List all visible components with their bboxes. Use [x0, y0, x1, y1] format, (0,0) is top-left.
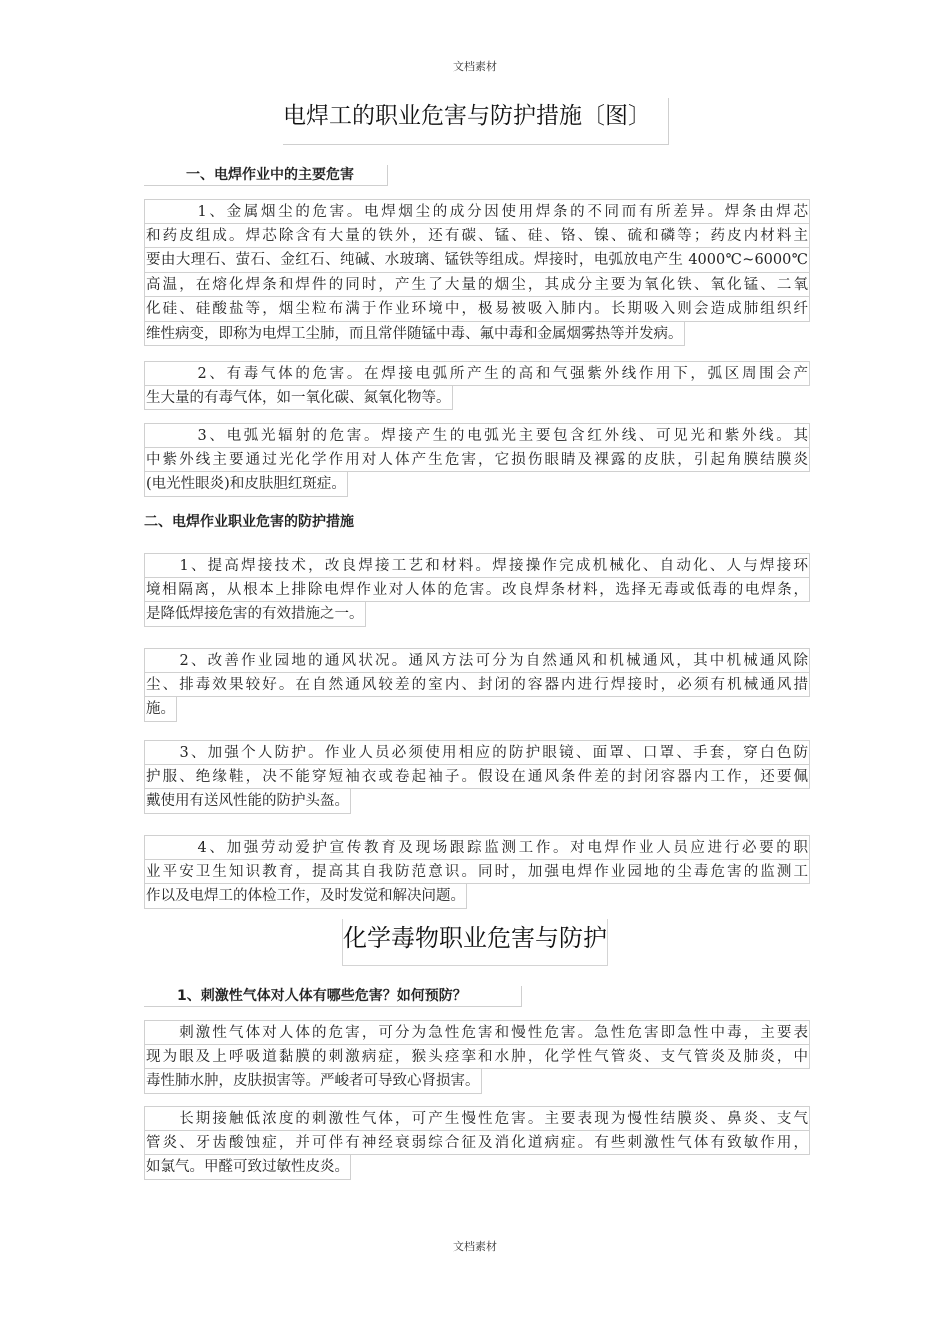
paragraph-chronic-hazard	[144, 1106, 810, 1184]
paragraph-toxic-gas	[144, 361, 810, 414]
text-line: 管炎、牙齿酸蚀症，并可伴有神经衰弱综合征及消化道病症。有些刺激性气体有致敏作用，	[144, 1131, 810, 1156]
text-line: 要由大理石、萤石、金红石、纯碱、水玻璃、锰铁等组成。焊接时，电弧放电产生 4000℃~6000℃	[144, 248, 810, 273]
page-title: 电焊工的职业危害与防护措施〔图〕	[283, 98, 669, 145]
section-heading-hazards: 一、电焊作业中的主要危害	[144, 165, 388, 186]
paragraph-metal-dust	[144, 199, 810, 350]
paragraph-ventilation	[144, 648, 810, 726]
text-line: 2、改善作业园地的通风状况。通风方法可分为自然通风和机械通风，其中机械通风除	[144, 648, 810, 673]
text-line: 2、有毒气体的危害。在焊接电弧所产生的高和气强紫外线作用下，弧区周围会产	[144, 361, 810, 386]
text-line: 3、加强个人防护。作业人员必须使用相应的防护眼镜、面罩、口罩、手套，穿白色防	[144, 740, 810, 765]
paragraph-acute-hazard	[144, 1020, 810, 1098]
text-line: 是降低焊接危害的有效措施之一。	[144, 602, 366, 627]
text-line: (电光性眼炎)和皮肤胆红斑症。	[144, 472, 348, 497]
text-line: 高温，在熔化焊条和焊件的同时，产生了大量的烟尘，其成分主要为氧化铁、氧化锰、二氧	[144, 273, 810, 298]
text-line: 尘、排毒效果较好。在自然通风较差的室内、封闭的容器内进行焊接时，必须有机械通风措	[144, 673, 810, 698]
text-line: 如氯气。甲醛可致过敏性皮炎。	[144, 1155, 351, 1180]
paragraph-personal-protection	[144, 740, 810, 818]
text-line: 作以及电焊工的体检工作，及时发觉和解决问题。	[144, 884, 467, 909]
text-line: 中紫外线主要通过光化学作用对人体产生危害，它损伤眼睛及裸露的皮肤，引起角膜结膜炎	[144, 448, 810, 473]
section-title-chemical: 化学毒物职业危害与防护	[342, 919, 608, 966]
text-line: 现为眼及上呼吸道黏膜的刺激病症，猴头痉挛和水肿，化学性气管炎、支气管炎及肺炎，中	[144, 1045, 810, 1070]
text-line: 3、电弧光辐射的危害。焊接产生的电弧光主要包含红外线、可见光和紫外线。其	[144, 423, 810, 448]
text-line: 1、提高焊接技术，改良焊接工艺和材料。焊接操作完成机械化、自动化、人与焊接环	[144, 553, 810, 578]
text-line: 化硅、硅酸盐等，烟尘粒布满于作业环境中，极易被吸入肺内。长期吸入则会造成肺组织纤	[144, 297, 810, 322]
page-header: 文档素材	[453, 60, 497, 73]
text-line: 长期接触低浓度的刺激性气体，可产生慢性危害。主要表现为慢性结膜炎、鼻炎、支气	[144, 1106, 810, 1131]
text-line: 毒性肺水肿，皮肤损害等。严峻者可导致心肾损害。	[144, 1069, 482, 1094]
text-line: 4、加强劳动爱护宣传教育及现场跟踪监测工作。对电焊作业人员应进行必要的职	[144, 835, 810, 860]
paragraph-welding-technique	[144, 553, 810, 631]
text-line: 刺激性气体对人体的危害，可分为急性危害和慢性危害。急性危害即急性中毒，主要表	[144, 1020, 810, 1045]
paragraph-arc-radiation	[144, 423, 810, 501]
text-line: 业平安卫生知识教育，提高其自我防范意识。同时，加强电焊作业园地的尘毒危害的监测工	[144, 860, 810, 885]
text-line: 1、金属烟尘的危害。电焊烟尘的成分因使用焊条的不同而有所差异。焊条由焊芯	[144, 199, 810, 224]
text-line: 生大量的有毒气体，如一氧化碳、氮氧化物等。	[144, 386, 453, 411]
text-line: 和药皮组成。焊芯除含有大量的铁外，还有碳、锰、硅、铬、镍、硫和磷等；药皮内材料主	[144, 224, 810, 249]
section-heading-protection: 二、电焊作业职业危害的防护措施	[144, 514, 354, 530]
page-footer: 文档素材	[453, 1240, 497, 1253]
text-line: 护服、绝缘鞋，决不能穿短袖衣或卷起袖子。假设在通风条件差的封闭容器内工作，还要佩	[144, 765, 810, 790]
text-line: 境相隔离，从根本上排除电焊作业对人体的危害。改良焊条材料，选择无毒或低毒的电焊条，	[144, 578, 810, 603]
section-heading-irritant-gas: 1、刺激性气体对人体有哪些危害？如何预防？	[144, 986, 522, 1007]
text-line: 施。	[144, 697, 177, 722]
text-line: 维性病变，即称为电焊工尘肺，而且常伴随锰中毒、氟中毒和金属烟雾热等并发病。	[144, 322, 685, 347]
paragraph-education-monitoring	[144, 835, 810, 913]
text-line: 戴使用有送风性能的防护头盔。	[144, 789, 351, 814]
